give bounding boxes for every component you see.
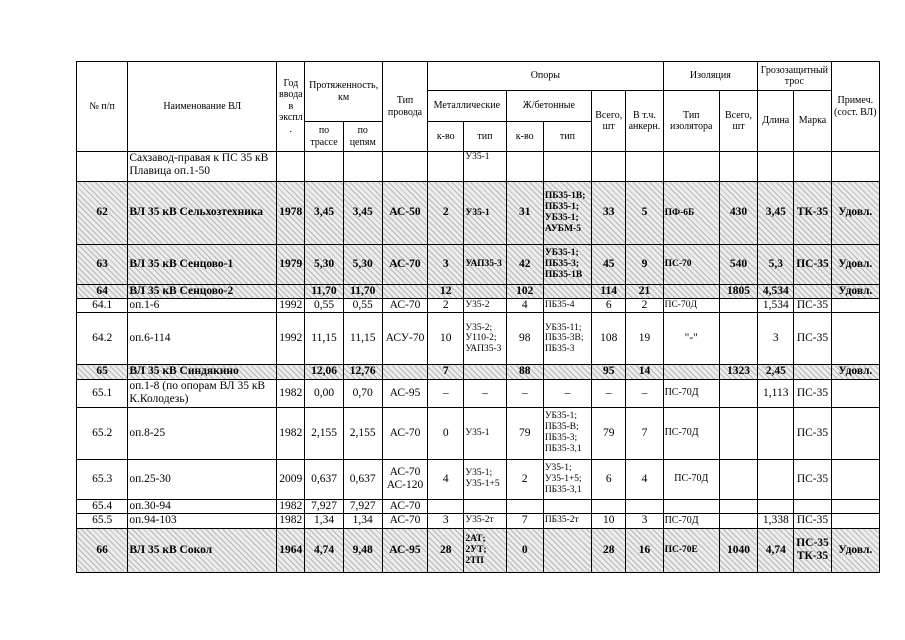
- row-name: оп.30-94: [128, 499, 277, 513]
- row-num: 66: [77, 528, 128, 572]
- row-name: ВЛ 35 кВ Синдякино: [128, 365, 277, 379]
- row-concrete-type: ПБ35-4: [543, 299, 591, 313]
- row-anchor: 7: [626, 407, 663, 459]
- row-year: [277, 152, 305, 182]
- row-length-circuits: 2,155: [343, 407, 382, 459]
- row-length-route: 5,30: [305, 245, 343, 285]
- row-length-circuits: 0,637: [343, 459, 382, 499]
- row-total: 114: [592, 285, 626, 299]
- row-gw-length: 1,534: [758, 299, 794, 313]
- row-metal-count: 28: [428, 528, 464, 572]
- row-year: 1992: [277, 299, 305, 313]
- table-body: [77, 152, 880, 573]
- row-insulator-type: [663, 285, 719, 299]
- header-gw-brand: Марка: [794, 91, 831, 152]
- row-length-circuits: 11,70: [343, 285, 382, 299]
- row-gw-length: 3: [758, 313, 794, 365]
- row-total: [592, 499, 626, 513]
- header-wire-type: Тип провода: [382, 62, 427, 152]
- row-gw-length: 2,45: [758, 365, 794, 379]
- row-metal-type: [464, 285, 506, 299]
- row-note: [831, 407, 879, 459]
- header-gw-length: Длина: [758, 91, 794, 152]
- table-row: [77, 499, 880, 513]
- row-concrete-type: –: [543, 379, 591, 407]
- header-year: Год ввода в экспл.: [277, 62, 305, 152]
- header-length: Протяженность, км: [305, 62, 382, 122]
- row-note: [831, 459, 879, 499]
- row-note: Удовл.: [831, 182, 879, 245]
- row-year: [277, 285, 305, 299]
- header-num: № п/п: [77, 62, 128, 152]
- row-concrete-type: У35-1; У35-1+5; ПБ35-3,1: [543, 459, 591, 499]
- row-insulator-type: [663, 152, 719, 182]
- row-insulator-total: [719, 499, 757, 513]
- row-insulator-total: [719, 313, 757, 365]
- power-lines-table: [76, 61, 880, 573]
- row-wire: [382, 152, 427, 182]
- row-metal-count: 7: [428, 365, 464, 379]
- row-length-route: 2,155: [305, 407, 343, 459]
- row-concrete-type: УБ35-1; ПБ35-В; ПБ35-3; ПБ35-3,1: [543, 407, 591, 459]
- row-num: 64.2: [77, 313, 128, 365]
- row-gw-brand: [794, 152, 831, 182]
- row-num: 65.1: [77, 379, 128, 407]
- row-total: 79: [592, 407, 626, 459]
- row-gw-length: 1,338: [758, 513, 794, 528]
- row-num: 62: [77, 182, 128, 245]
- row-insulator-total: [719, 299, 757, 313]
- row-anchor: 2: [626, 299, 663, 313]
- row-insulator-type: [663, 365, 719, 379]
- row-insulator-total: 1040: [719, 528, 757, 572]
- row-gw-brand: ПС-35: [794, 245, 831, 285]
- row-note: Удовл.: [831, 528, 879, 572]
- row-metal-count: 3: [428, 513, 464, 528]
- row-gw-length: [758, 499, 794, 513]
- header-insulator-total: Всего, шт: [719, 91, 757, 152]
- row-gw-brand: [794, 285, 831, 299]
- row-length-route: 4,74: [305, 528, 343, 572]
- row-anchor: 14: [626, 365, 663, 379]
- row-anchor: 3: [626, 513, 663, 528]
- row-year: 1964: [277, 528, 305, 572]
- row-metal-type: У35-1: [464, 182, 506, 245]
- row-total: 10: [592, 513, 626, 528]
- row-metal-type: [464, 365, 506, 379]
- row-total: 33: [592, 182, 626, 245]
- row-anchor: [626, 152, 663, 182]
- row-wire: АС-70: [382, 407, 427, 459]
- row-gw-brand: ТК-35: [794, 182, 831, 245]
- row-length-route: 12,06: [305, 365, 343, 379]
- row-wire: АС-95: [382, 528, 427, 572]
- row-length-route: 7,927: [305, 499, 343, 513]
- row-anchor: 9: [626, 245, 663, 285]
- row-length-circuits: 0,55: [343, 299, 382, 313]
- row-note: [831, 499, 879, 513]
- header-concrete-count: к-во: [506, 122, 543, 152]
- row-wire: АС-70: [382, 299, 427, 313]
- table-row: [77, 459, 880, 499]
- row-year: [277, 365, 305, 379]
- row-gw-brand: [794, 499, 831, 513]
- row-metal-type: У35-1: [464, 407, 506, 459]
- row-metal-count: 12: [428, 285, 464, 299]
- row-anchor: [626, 499, 663, 513]
- row-concrete-count: –: [506, 379, 543, 407]
- table-row: [77, 379, 880, 407]
- row-note: [831, 313, 879, 365]
- row-length-circuits: 0,70: [343, 379, 382, 407]
- row-anchor: 4: [626, 459, 663, 499]
- row-year: 1982: [277, 379, 305, 407]
- table-row: [77, 528, 880, 572]
- table-row: [77, 245, 880, 285]
- row-num: 65.5: [77, 513, 128, 528]
- row-total: [592, 152, 626, 182]
- row-insulator-total: 430: [719, 182, 757, 245]
- header-concrete-type: тип: [543, 122, 591, 152]
- row-concrete-type: УБ35-1; ПБ35-3; ПБ35-1В: [543, 245, 591, 285]
- row-length-circuits: 3,45: [343, 182, 382, 245]
- row-gw-brand: ПС-35: [794, 407, 831, 459]
- row-length-circuits: 5,30: [343, 245, 382, 285]
- row-wire: АС-50: [382, 182, 427, 245]
- row-anchor: 19: [626, 313, 663, 365]
- row-concrete-count: 0: [506, 528, 543, 572]
- row-year: 1982: [277, 499, 305, 513]
- row-anchor: –: [626, 379, 663, 407]
- row-concrete-type: ПБ35-1В; ПБ35-1; УБ35-1; АУБМ-5: [543, 182, 591, 245]
- row-insulator-total: [719, 379, 757, 407]
- row-insulator-type: ПС-70Д: [663, 379, 719, 407]
- row-num: 65.4: [77, 499, 128, 513]
- row-metal-count: 0: [428, 407, 464, 459]
- row-name: оп.94-103: [128, 513, 277, 528]
- header-insulation: Изоляция: [663, 62, 758, 91]
- row-name: оп.8-25: [128, 407, 277, 459]
- row-insulator-type: [663, 499, 719, 513]
- header-metal-type: тип: [464, 122, 506, 152]
- row-note: [831, 152, 879, 182]
- row-metal-type: У35-2: [464, 299, 506, 313]
- row-concrete-count: 31: [506, 182, 543, 245]
- row-metal-count: 2: [428, 299, 464, 313]
- row-concrete-count: 42: [506, 245, 543, 285]
- row-length-route: [305, 152, 343, 182]
- row-gw-length: 1,113: [758, 379, 794, 407]
- row-metal-count: [428, 152, 464, 182]
- row-metal-count: 4: [428, 459, 464, 499]
- row-metal-type: УАП35-3: [464, 245, 506, 285]
- row-length-circuits: 12,76: [343, 365, 382, 379]
- header-length-route: по трассе: [305, 122, 343, 152]
- row-metal-type: –: [464, 379, 506, 407]
- row-year: 2009: [277, 459, 305, 499]
- row-length-circuits: 7,927: [343, 499, 382, 513]
- row-year: 1978: [277, 182, 305, 245]
- row-concrete-type: УБ35-11; ПБ35-3В; ПБ35-3: [543, 313, 591, 365]
- row-gw-length: 4,74: [758, 528, 794, 572]
- row-length-circuits: 1,34: [343, 513, 382, 528]
- table-row: [77, 152, 880, 182]
- row-wire: АСУ-70: [382, 313, 427, 365]
- row-wire: АС-70: [382, 513, 427, 528]
- row-gw-brand: ПС-35: [794, 379, 831, 407]
- row-insulator-type: ПС-70Е: [663, 528, 719, 572]
- header-concrete: Ж/бетонные: [506, 91, 592, 122]
- row-total: 28: [592, 528, 626, 572]
- row-insulator-type: ПС-70Д: [663, 513, 719, 528]
- row-anchor: 16: [626, 528, 663, 572]
- row-name: оп.1-8 (по опорам ВЛ 35 кВ К.Колодезь): [128, 379, 277, 407]
- row-total: 95: [592, 365, 626, 379]
- row-note: [831, 513, 879, 528]
- header-ground-wire: Грозозащитный трос: [758, 62, 831, 91]
- row-length-circuits: 9,48: [343, 528, 382, 572]
- table-row: [77, 299, 880, 313]
- row-name: ВЛ 35 кВ Сельхозтехника: [128, 182, 277, 245]
- row-concrete-type: ПБ35-2т: [543, 513, 591, 528]
- row-concrete-count: [506, 152, 543, 182]
- row-metal-count: 2: [428, 182, 464, 245]
- row-wire: АС-70: [382, 245, 427, 285]
- row-name: оп.1-6: [128, 299, 277, 313]
- table-row: [77, 407, 880, 459]
- row-note: Удовл.: [831, 245, 879, 285]
- row-gw-length: [758, 152, 794, 182]
- row-year: 1992: [277, 313, 305, 365]
- row-concrete-type: [543, 528, 591, 572]
- row-length-route: 0,00: [305, 379, 343, 407]
- row-total: 108: [592, 313, 626, 365]
- row-insulator-total: 1323: [719, 365, 757, 379]
- row-anchor: 21: [626, 285, 663, 299]
- row-concrete-type: [543, 499, 591, 513]
- row-gw-brand: ПС-35: [794, 313, 831, 365]
- row-name: ВЛ 35 кВ Сенцово-1: [128, 245, 277, 285]
- row-length-route: 11,70: [305, 285, 343, 299]
- row-num: 65.2: [77, 407, 128, 459]
- row-insulator-total: [719, 513, 757, 528]
- header-supports: Опоры: [428, 62, 663, 91]
- row-length-route: 1,34: [305, 513, 343, 528]
- row-metal-type: У35-1; У35-1+5: [464, 459, 506, 499]
- row-num: 65.3: [77, 459, 128, 499]
- table-row: [77, 313, 880, 365]
- row-concrete-count: 98: [506, 313, 543, 365]
- row-gw-length: [758, 407, 794, 459]
- row-gw-length: 4,534: [758, 285, 794, 299]
- row-num: 64: [77, 285, 128, 299]
- row-insulator-total: 540: [719, 245, 757, 285]
- row-insulator-type: ПС-70Д: [663, 299, 719, 313]
- row-wire: АС-70: [382, 499, 427, 513]
- power-lines-table-sheet: [76, 61, 880, 573]
- row-length-circuits: [343, 152, 382, 182]
- row-length-route: 3,45: [305, 182, 343, 245]
- table-header: [77, 62, 880, 152]
- header-length-circuits: по цепям: [343, 122, 382, 152]
- row-note: Удовл.: [831, 285, 879, 299]
- table-row: [77, 285, 880, 299]
- row-total: 6: [592, 459, 626, 499]
- header-anchor: В т.ч. анкерн.: [626, 91, 663, 152]
- row-gw-brand: ПС-35 ТК-35: [794, 528, 831, 572]
- row-num: [77, 152, 128, 182]
- row-year: 1982: [277, 407, 305, 459]
- row-metal-count: –: [428, 379, 464, 407]
- row-concrete-count: 4: [506, 299, 543, 313]
- row-insulator-total: [719, 407, 757, 459]
- row-metal-count: 10: [428, 313, 464, 365]
- row-gw-length: [758, 459, 794, 499]
- row-insulator-total: [719, 459, 757, 499]
- row-length-circuits: 11,15: [343, 313, 382, 365]
- row-note: [831, 299, 879, 313]
- row-note: Удовл.: [831, 365, 879, 379]
- row-total: –: [592, 379, 626, 407]
- header-insulator-type: Тип изолятора: [663, 91, 719, 152]
- row-insulator-total: [719, 152, 757, 182]
- row-length-route: 0,55: [305, 299, 343, 313]
- row-metal-type: 2АТ; 2УТ; 2ТП: [464, 528, 506, 572]
- row-insulator-type: ПС-70Д: [663, 407, 719, 459]
- row-name: Сахзавод-правая к ПС 35 кВ Плавица оп.1-50: [128, 152, 277, 182]
- row-num: 65: [77, 365, 128, 379]
- row-metal-type: У35-2т: [464, 513, 506, 528]
- row-concrete-type: [543, 365, 591, 379]
- row-concrete-count: 88: [506, 365, 543, 379]
- header-name: Наименование ВЛ: [128, 62, 277, 152]
- row-name: ВЛ 35 кВ Сенцово-2: [128, 285, 277, 299]
- row-wire: [382, 365, 427, 379]
- row-note: [831, 379, 879, 407]
- row-concrete-count: 2: [506, 459, 543, 499]
- row-concrete-count: 79: [506, 407, 543, 459]
- row-year: 1982: [277, 513, 305, 528]
- row-gw-length: 3,45: [758, 182, 794, 245]
- row-num: 64.1: [77, 299, 128, 313]
- row-length-route: 11,15: [305, 313, 343, 365]
- row-num: 63: [77, 245, 128, 285]
- header-metal-count: к-во: [428, 122, 464, 152]
- row-wire: АС-70 АС-120: [382, 459, 427, 499]
- row-year: 1979: [277, 245, 305, 285]
- row-metal-type: [464, 499, 506, 513]
- row-metal-type: У35-1: [464, 152, 506, 182]
- row-concrete-type: [543, 285, 591, 299]
- row-name: оп.25-30: [128, 459, 277, 499]
- row-insulator-total: 1805: [719, 285, 757, 299]
- header-note: Примеч. (сост. ВЛ): [831, 62, 879, 152]
- row-gw-brand: ПС-35: [794, 299, 831, 313]
- row-wire: АС-95: [382, 379, 427, 407]
- row-concrete-type: [543, 152, 591, 182]
- table-row: [77, 513, 880, 528]
- row-metal-count: [428, 499, 464, 513]
- row-gw-brand: ПС-35: [794, 459, 831, 499]
- row-metal-count: 3: [428, 245, 464, 285]
- row-name: оп.6-114: [128, 313, 277, 365]
- header-total: Всего, шт: [592, 91, 626, 152]
- row-gw-brand: [794, 365, 831, 379]
- row-concrete-count: [506, 499, 543, 513]
- row-anchor: 5: [626, 182, 663, 245]
- table-row: [77, 365, 880, 379]
- row-concrete-count: 7: [506, 513, 543, 528]
- row-wire: [382, 285, 427, 299]
- row-insulator-type: ПФ-6Б: [663, 182, 719, 245]
- row-gw-brand: ПС-35: [794, 513, 831, 528]
- header-metal: Металлические: [428, 91, 506, 122]
- row-length-route: 0,637: [305, 459, 343, 499]
- row-total: 6: [592, 299, 626, 313]
- table-row: [77, 182, 880, 245]
- row-insulator-type: ПС-70: [663, 245, 719, 285]
- row-total: 45: [592, 245, 626, 285]
- row-name: ВЛ 35 кВ Сокол: [128, 528, 277, 572]
- row-insulator-type: "-": [663, 313, 719, 365]
- row-insulator-type: ПС-70Д: [663, 459, 719, 499]
- row-concrete-count: 102: [506, 285, 543, 299]
- row-metal-type: У35-2; У110-2; УАП35-3: [464, 313, 506, 365]
- row-gw-length: 5,3: [758, 245, 794, 285]
